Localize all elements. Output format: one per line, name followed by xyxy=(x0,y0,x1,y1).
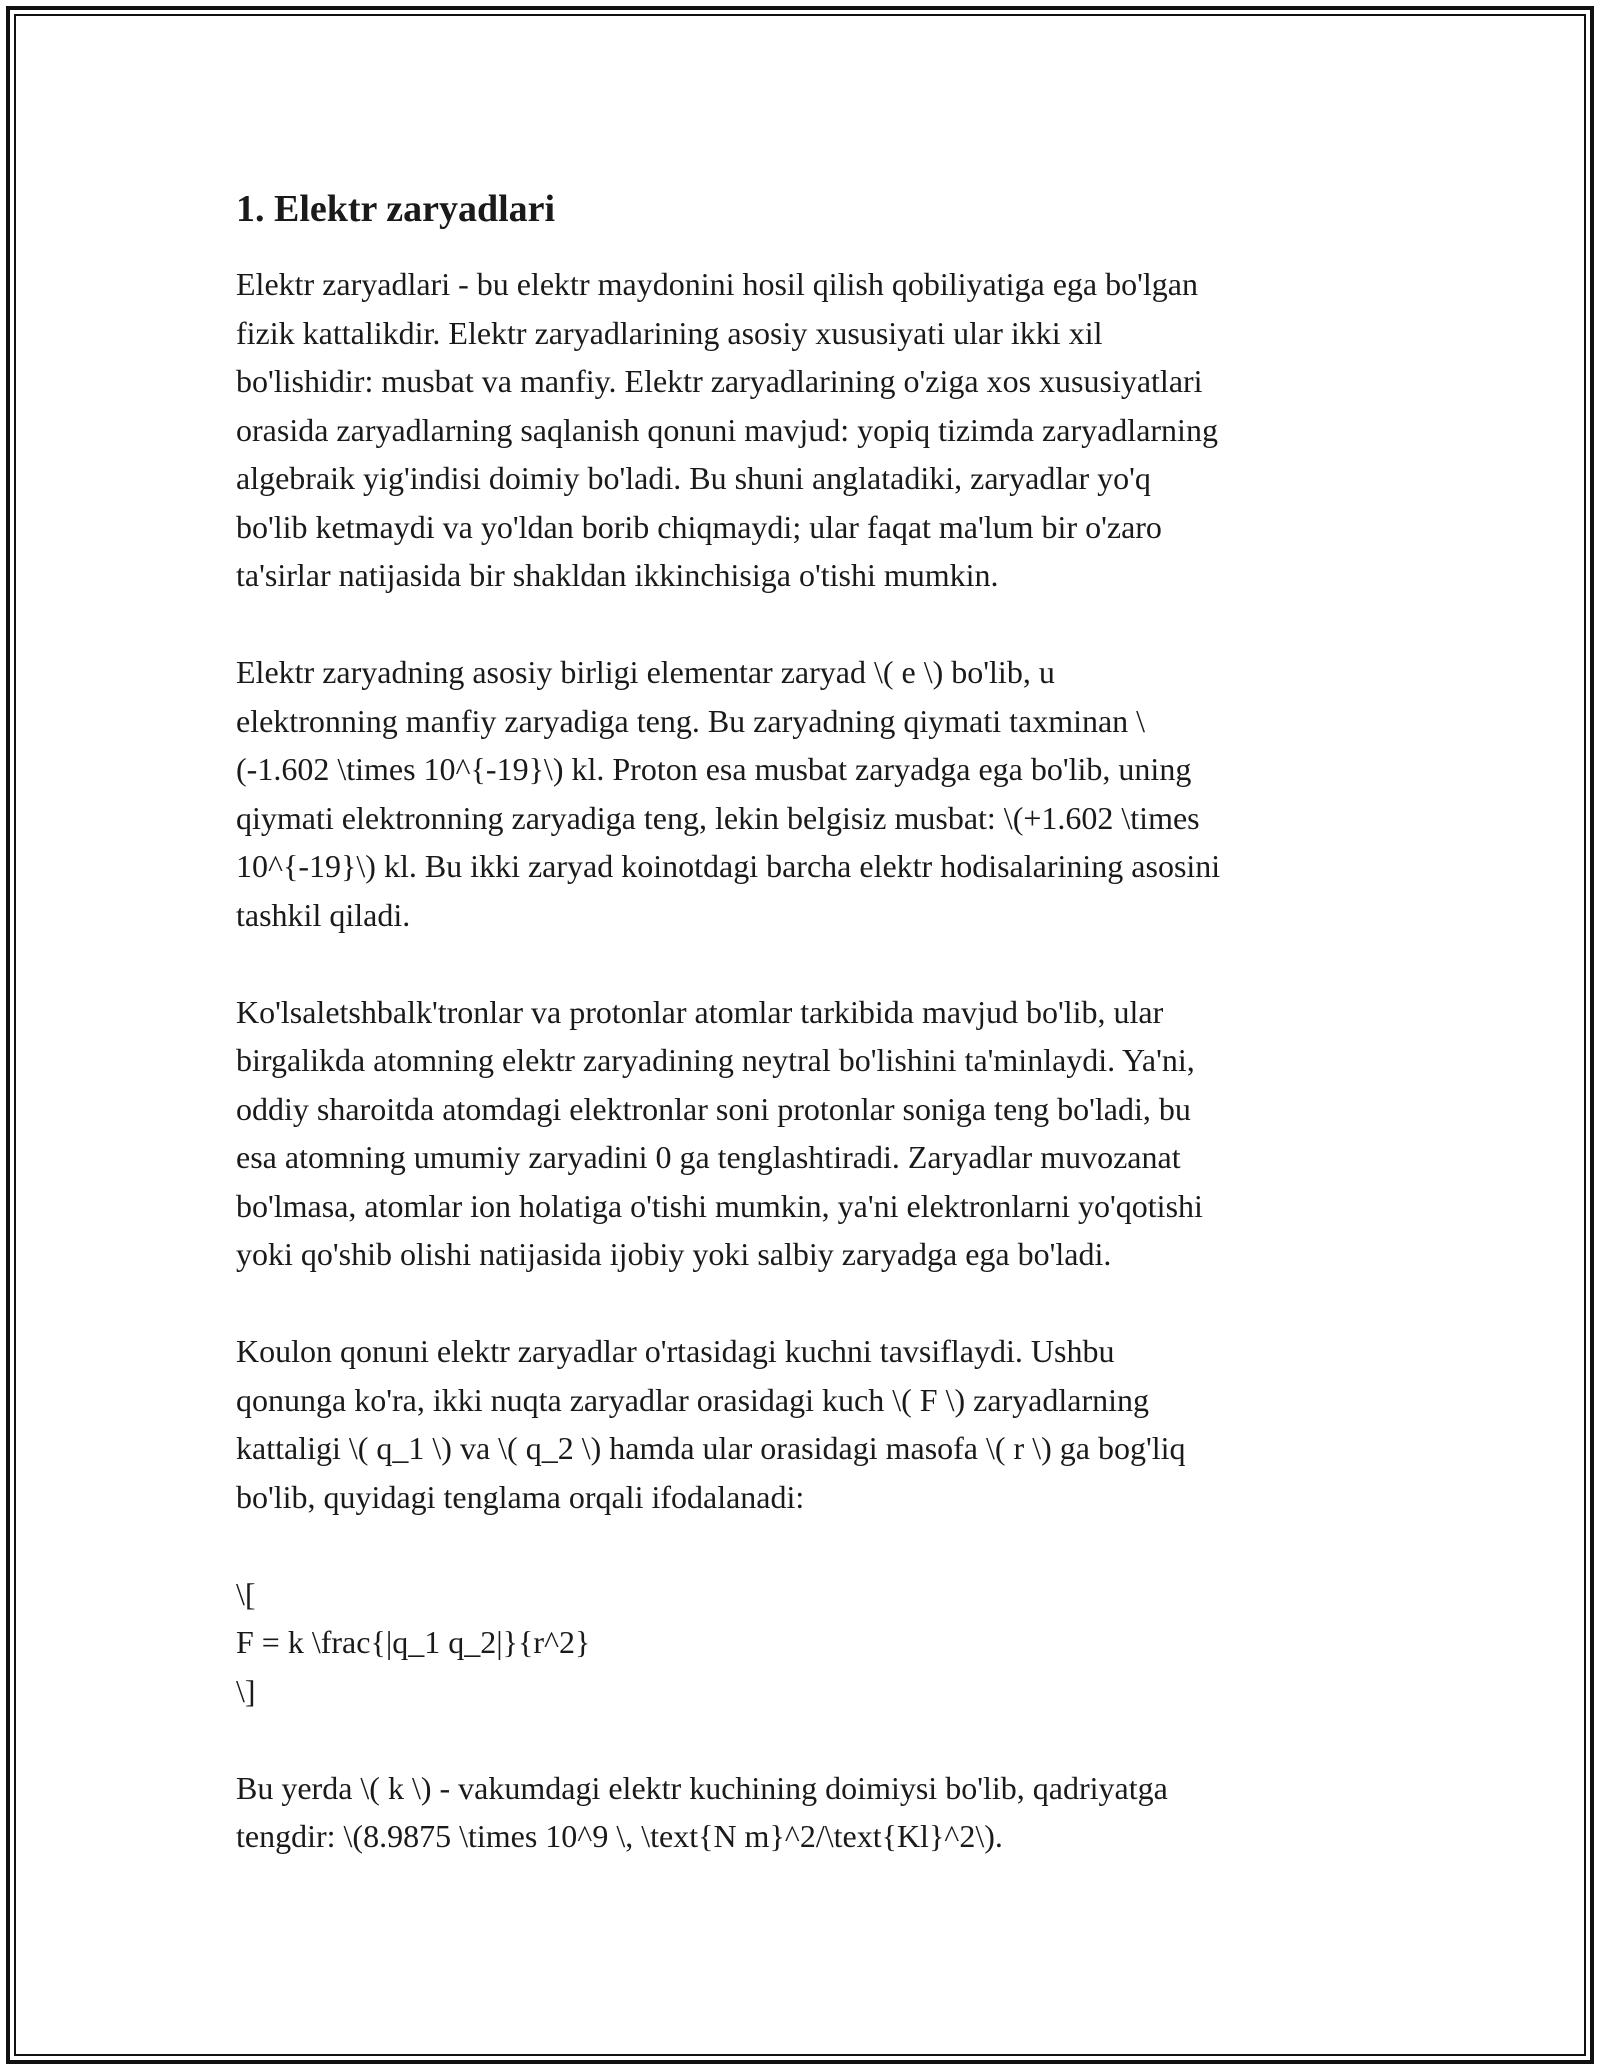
paragraph-elementary-charge: Elektr zaryadning asosiy birligi elementar zaryad \( e \) bo'lib, u elektronning manfiy zaryadiga teng. Bu zaryadning qiymati taxminan \ (-1.602 \times 10^{-19}\) kl. Proton esa musbat zaryadga ega bo'lib, uning qiymati elektronning zaryadiga teng, lekin belgisiz musbat: \(+1.602 \times 10^{-19}\) kl. Bu ikki zaryad koinotdagi barcha elektr hodisalarining asosini tashkil qiladi. xyxy=(236,654,1221,933)
paragraph-coulomb-law: Koulon qonuni elektr zaryadlar o'rtasidagi kuchni tavsiflaydi. Ushbu qonunga ko'ra, ikki nuqta zaryadlar orasidagi kuch \( F \) zaryadlarning kattaligi \( q_1 \) va \( q_2 \) hamda ular orasidagi masofa \( r \) ga bog'liq bo'lib, quyidagi tenglama orqali ifodalanadi: xyxy=(236,1333,1186,1515)
paragraph-gap xyxy=(236,1715,1366,1764)
paragraph-gap xyxy=(236,1521,1366,1570)
equation-block: \[ F = k \frac{|q_1 q_2|}{r^2} \] xyxy=(236,1575,591,1709)
section-title: 1. Elektr zaryadlari xyxy=(236,188,556,230)
paragraph-gap xyxy=(236,600,1366,649)
paragraph-gap xyxy=(236,939,1366,988)
document-body xyxy=(236,186,1366,1861)
paragraph-constant: Bu yerda \( k \) - vakumdagi elektr kuchining doimiysi bo'lib, qadriyatga tengdir: \(8.9875 \times 10^9 \, \text{N m}^2/\text{Kl}^2\). xyxy=(236,1769,1168,1854)
paragraph-definition: Elektr zaryadlari - bu elektr maydonini hosil qilish qobiliyatiga ega bo'lgan fizik kattalikdir. Elektr zaryadlarining asosiy xususiyati ular ikki xil bo'lishidir: musbat va manfiy. Elektr zaryadlarining o'ziga xos xususiyatlari orasida zaryadlarning saqlanish qonuni mavjud: yopiq tizimda zaryadlarning algebraik yig'indisi doimiy bo'ladi. Bu shuni anglatadiki, zaryadlar yo'q bo'lib ketmaydi va yo'ldan borib chiqmaydi; ular faqat ma'lum bir o'zaro ta'sirlar natijasida bir shakldan ikkinchisiga o'tishi mumkin. xyxy=(236,266,1218,593)
paragraph-atom-neutrality: Ko'lsaletshbalk'tronlar va protonlar atomlar tarkibida mavjud bo'lib, ular birgalikda atomning elektr zaryadining neytral bo'lishini ta'minlaydi. Ya'ni, oddiy sharoitda atomdagi elektronlar soni protonlar soniga teng bo'ladi, bu esa atomning umumiy zaryadini 0 ga tenglashtiradi. Zaryadlar muvozanat bo'lmasa, atomlar ion holatiga o'tishi mumkin, ya'ni elektronlarni yo'qotishi yoki qo'shib olishi natijasida ijobiy yoki salbiy zaryadga ega bo'ladi. xyxy=(236,993,1203,1272)
paragraph-gap xyxy=(236,1279,1366,1328)
